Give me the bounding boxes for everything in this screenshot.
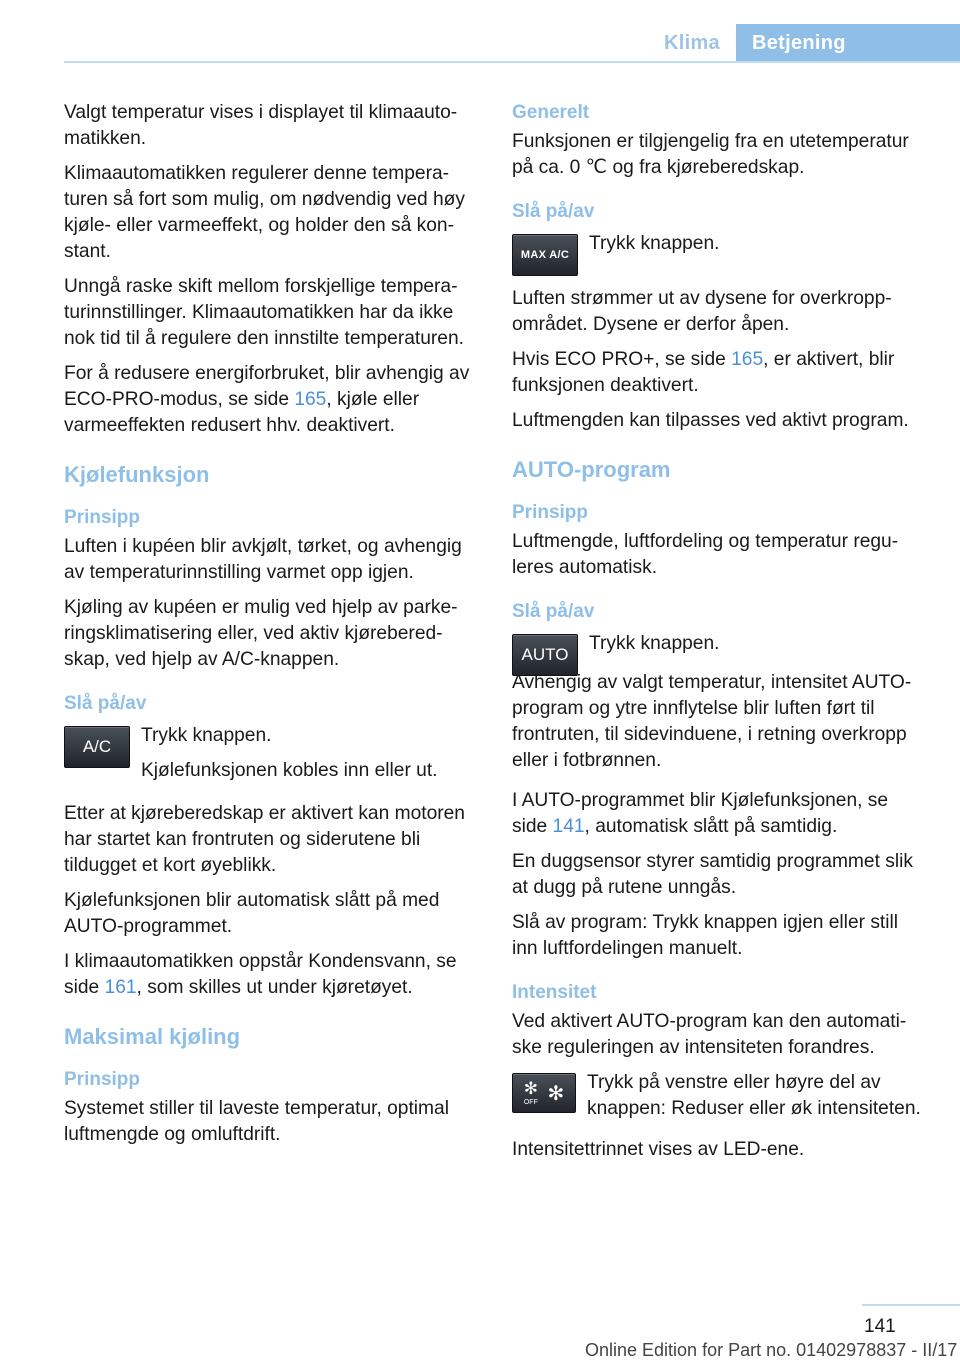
paragraph: Trykk på venstre eller høyre del av knappen: Reduser eller øk intensiteten.	[587, 1072, 921, 1119]
text: , som skilles ut under kjøretøyet.	[136, 977, 413, 998]
button-instruction	[512, 231, 926, 276]
section-heading: Kjølefunksjon	[64, 462, 210, 487]
page-link[interactable]: 165	[294, 389, 327, 410]
section-heading: AUTO-program	[512, 457, 671, 482]
fan-off-label: OFF	[523, 1099, 538, 1106]
paragraph: Kjølefunksjonen kobles inn eller ut.	[141, 760, 438, 781]
paragraph: Unngå raske skift mellom forskjellige temperaturinnstillinger. Klimaautomatikken har da ikke nok tid til å regulere den innstilte temperaturen.	[64, 276, 464, 349]
text: Hvis ECO PRO+, se side	[512, 349, 732, 370]
text: , er aktivert, blir funksjonen deaktivert.	[512, 349, 895, 396]
page-link[interactable]: 165	[731, 349, 764, 370]
button-instruction	[512, 1070, 926, 1131]
paragraph: Intensitettrinnet vises av LED-ene.	[512, 1139, 805, 1160]
edition-footer: Online Edition for Part no. 01402978837 - II/17	[585, 1340, 958, 1360]
section-tab-betjening[interactable]: Betjening	[736, 24, 960, 62]
page-link[interactable]: 161	[104, 977, 137, 998]
page-link[interactable]: 141	[552, 816, 585, 837]
paragraph: En duggsensor styrer samtidig programmet slik at dugg på rutene unngås.	[512, 851, 913, 898]
paragraph: Systemet stiller til laveste temperatur, optimal luftmengde og omluftdrift.	[64, 1098, 449, 1145]
paragraph: Trykk knappen.	[589, 633, 720, 654]
header-divider	[64, 61, 960, 63]
auto-button-icon: AUTO	[512, 634, 578, 676]
paragraph: Luftmengden kan tilpasses ved aktivt program.	[512, 410, 909, 431]
text: For å redusere energiforbruket, blir avhengig av ECO-PRO-modus, se side	[64, 363, 470, 410]
fan-off-group	[524, 1079, 538, 1107]
text: I klimaautomatikken oppstår Kondensvann, se side	[64, 951, 457, 998]
subheading: Slå på/av	[64, 693, 147, 714]
paragraph: Luften strømmer ut av dysene for overkroppområdet. Dysene er derfor åpen.	[512, 288, 892, 335]
subheading: Prinsipp	[64, 1069, 141, 1090]
subheading: Generelt	[512, 102, 590, 123]
subheading: Slå på/av	[512, 201, 595, 222]
text: I AUTO-programmet blir Kjølefunksjonen, se side	[512, 790, 889, 837]
section-heading: Maksimal kjøling	[64, 1024, 241, 1049]
paragraph	[512, 788, 926, 840]
right-column	[512, 100, 926, 1172]
paragraph: Funksjonen er tilgjengelig fra en utetemperatur på ca. 0 ℃ og fra kjøreberedskap.	[512, 131, 909, 178]
ac-button-icon: A/C	[64, 726, 130, 768]
text: , automatisk slått på samtidig.	[584, 816, 838, 837]
page-header	[0, 0, 960, 62]
button-instruction	[64, 723, 478, 793]
paragraph: Ved aktivert AUTO-program kan den automatiske reguleringen av intensiteten forandres.	[512, 1011, 907, 1058]
paragraph: Trykk knappen.	[141, 725, 272, 746]
paragraph: Kjøling av kupéen er mulig ved hjelp av parkeringsklimatisering eller, ved aktiv kjøreberedskap, ved hjelp av A/C-knappen.	[64, 597, 458, 670]
max-ac-button-icon: MAX A/C	[512, 234, 578, 276]
subheading: Intensitet	[512, 982, 597, 1003]
fan-small-icon: ✻	[523, 1079, 538, 1098]
paragraph	[64, 361, 478, 439]
paragraph: Etter at kjøreberedskap er aktivert kan motoren har startet kan frontruten og siderutene bli tildugget et kort øyeblikk.	[64, 803, 465, 876]
left-column	[64, 100, 478, 1157]
paragraph: Trykk knappen.	[589, 233, 720, 254]
paragraph: Luftmengde, luftfordeling og temperatur reguleres automatisk.	[512, 531, 899, 578]
paragraph: Avhengig av valgt temperatur, intensitet AUTO-program og ytre innflytelse blir luften ført til frontruten, til sidevinduene, i retning overkropp eller i fotbrønnen.	[512, 672, 912, 771]
paragraph: Slå av program: Trykk knappen igjen eller still inn luftfordelingen manuelt.	[512, 912, 899, 959]
footer-divider	[862, 1304, 960, 1306]
paragraph	[512, 347, 926, 399]
text: , kjøle eller varmeeffekten redusert hhv. deaktivert.	[64, 389, 420, 436]
paragraph: Luften i kupéen blir avkjølt, tørket, og avhengig av temperaturinnstilling varmet opp igjen.	[64, 536, 462, 583]
section-tab-klima[interactable]: Klima	[648, 24, 736, 62]
fan-large-icon: ✻	[547, 1082, 565, 1105]
subheading: Slå på/av	[512, 601, 595, 622]
paragraph: Valgt temperatur vises i displayet til klimaautomatikken.	[64, 102, 458, 149]
paragraph: Kjølefunksjonen blir automatisk slått på med AUTO-programmet.	[64, 890, 440, 937]
paragraph: Klimaautomatikken regulerer denne temperaturen så fort som mulig, om nødvendig ved høy kjøle- eller varmeeffekt, og holder den så konstant.	[64, 163, 465, 262]
subheading: Prinsipp	[512, 502, 589, 523]
fan-intensity-button-icon	[512, 1073, 576, 1113]
page-number: 141	[864, 1316, 896, 1337]
subheading: Prinsipp	[64, 507, 141, 528]
paragraph	[64, 949, 478, 1001]
